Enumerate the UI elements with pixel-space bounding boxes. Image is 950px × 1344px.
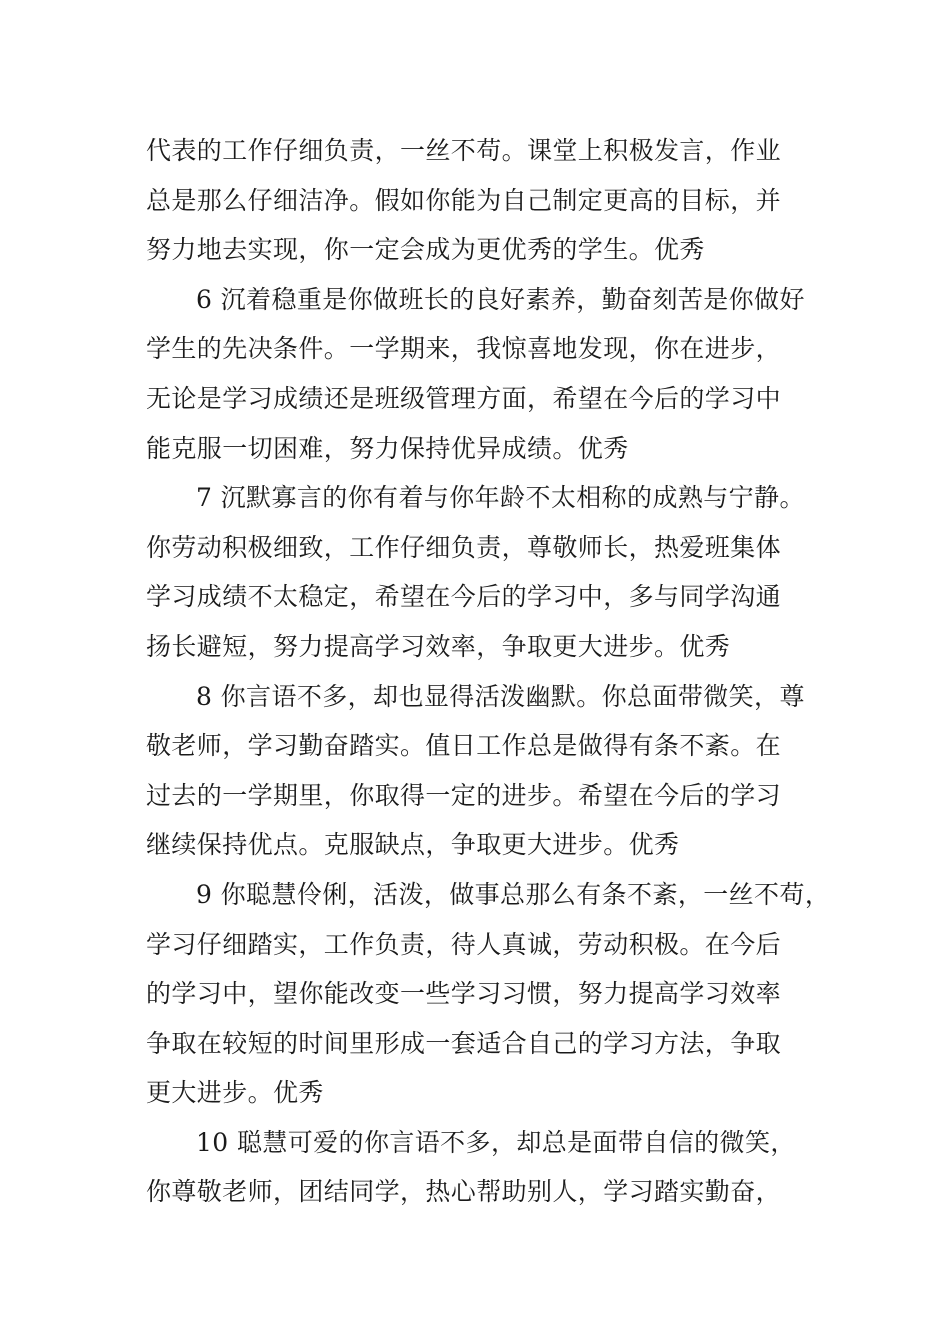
text-line: 过去的一学期里，你取得一定的进步。希望在今后的学习	[146, 780, 782, 810]
text-line: 学习成绩不太稳定，希望在今后的学习中，多与同学沟通	[146, 582, 782, 612]
text-line: 争取在较短的时间里形成一套适合自己的学习方法，争取	[146, 1028, 782, 1058]
text-line: 8 你言语不多，却也显得活泼幽默。你总面带微笑，尊	[196, 681, 805, 711]
text-line: 6 沉着稳重是你做班长的良好素养，勤奋刻苦是你做好	[196, 284, 805, 314]
text-line: 扬长避短，努力提高学习效率，争取更大进步。优秀	[146, 631, 731, 661]
text-line: 代表的工作仔细负责，一丝不苟。课堂上积极发言，作业	[146, 136, 782, 165]
text-line: 总是那么仔细洁净。假如你能为自己制定更高的目标，并	[146, 185, 782, 215]
text-line: 敬老师，学习勤奋踏实。值日工作总是做得有条不紊。在	[146, 731, 782, 761]
text-line: 你尊敬老师，团结同学，热心帮助别人，学习踏实勤奋，	[146, 1177, 782, 1207]
text-line: 能克服一切困难，努力保持优异成绩。优秀	[146, 433, 629, 463]
text-line: 的学习中，望你能改变一些学习习惯，努力提高学习效率	[146, 979, 782, 1009]
text-line: 学习仔细踏实，工作负责，待人真诚，劳动积极。在今后	[146, 929, 782, 959]
text-line: 更大进步。优秀	[146, 1078, 324, 1108]
text-line: 10 聪慧可爱的你言语不多，却总是面带自信的微笑，	[196, 1127, 796, 1157]
document-body-text	[146, 126, 846, 1217]
text-line: 学生的先决条件。一学期来，我惊喜地发现，你在进步，	[146, 334, 782, 364]
text-line: 你劳动积极细致，工作仔细负责，尊敬师长，热爱班集体	[146, 532, 782, 562]
text-line: 7 沉默寡言的你有着与你年龄不太相称的成熟与宁静。	[196, 483, 805, 513]
text-line: 努力地去实现，你一定会成为更优秀的学生。优秀	[146, 235, 705, 265]
text-line: 无论是学习成绩还是班级管理方面，希望在今后的学习中	[146, 383, 782, 413]
text-line: 继续保持优点。克服缺点，争取更大进步。优秀	[146, 830, 680, 860]
text-line: 9 你聪慧伶俐，活泼，做事总那么有条不紊，一丝不苟，	[196, 879, 831, 909]
